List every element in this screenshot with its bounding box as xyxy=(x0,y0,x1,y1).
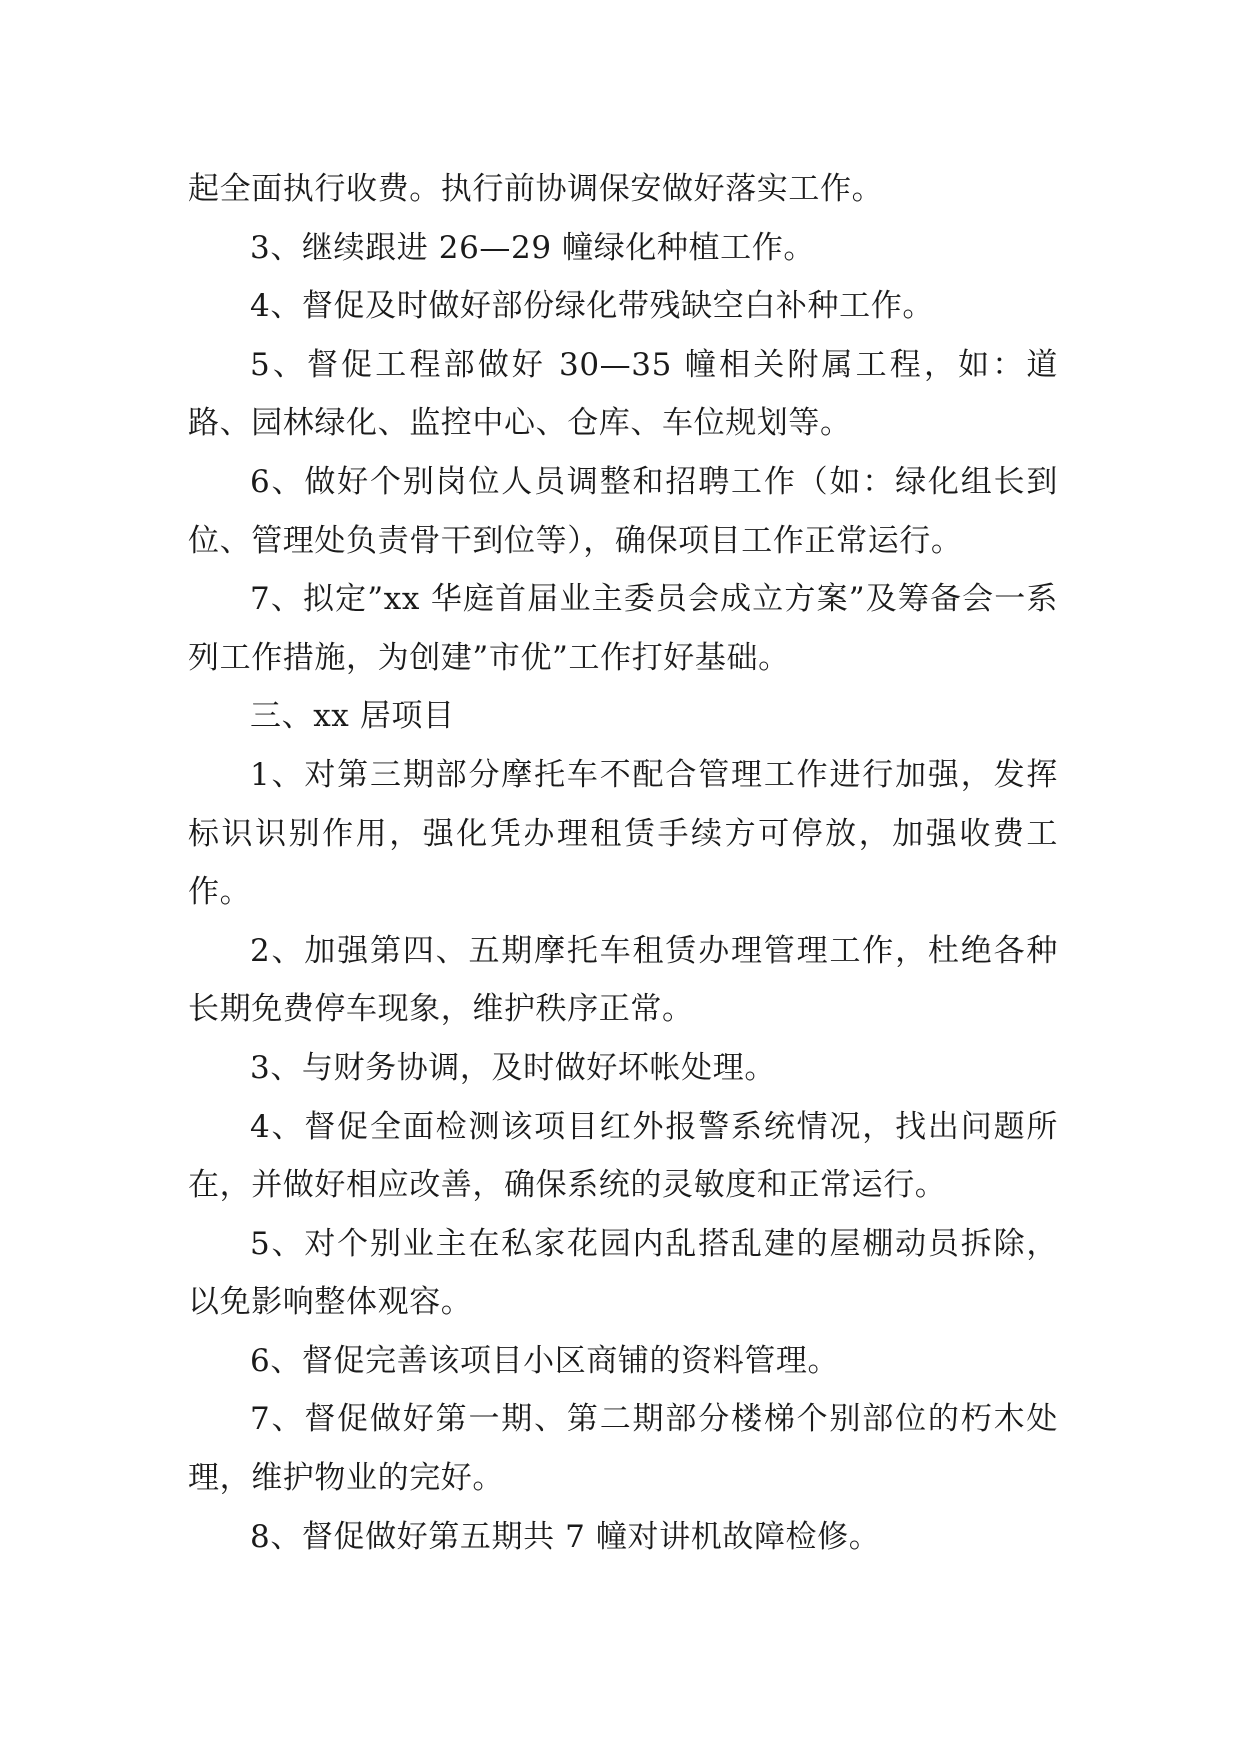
section3-item-5: 5、对个别业主在私家花园内乱搭乱建的屋棚动员拆除，以免影响整体观容。 xyxy=(188,1225,1058,1321)
list-item-4: 4、督促及时做好部份绿化带残缺空白补种工作。 xyxy=(250,288,934,325)
list-item-3: 3、继续跟进 26—29 幢绿化种植工作。 xyxy=(250,229,815,266)
section3-item-1: 1、对第三期部分摩托车不配合管理工作进行加强，发挥标识识别作用，强化凭办理租赁手续方可停放，加强收费工作。 xyxy=(188,756,1058,911)
document-body xyxy=(188,160,1058,1566)
section3-item-2: 2、加强第四、五期摩托车租赁办理管理工作，杜绝各种长期免费停车现象，维护秩序正常。 xyxy=(188,932,1058,1028)
section3-item-6: 6、督促完善该项目小区商铺的资料管理。 xyxy=(250,1342,840,1379)
section3-item-7: 7、督促做好第一期、第二期部分楼梯个别部位的朽木处理，维护物业的完好。 xyxy=(188,1401,1058,1497)
section3-item-3: 3、与财务协调，及时做好坏帐处理。 xyxy=(250,1049,776,1086)
paragraph-continuation: 起全面执行收费。执行前协调保安做好落实工作。 xyxy=(188,171,884,207)
section3-item-8: 8、督促做好第五期共 7 幢对讲机故障检修。 xyxy=(250,1518,881,1555)
list-item-7: 7、拟定”xx 华庭首届业主委员会成立方案”及筹备会一系列工作措施，为创建”市优”工作打好基础。 xyxy=(188,581,1058,676)
list-item-5: 5、督促工程部做好 30—35 幢相关附属工程，如：道路、园林绿化、监控中心、仓库、车位规划等。 xyxy=(188,346,1058,442)
section3-item-4: 4、督促全面检测该项目红外报警系统情况，找出问题所在，并做好相应改善，确保系统的灵敏度和正常运行。 xyxy=(188,1108,1058,1204)
section-heading-three: 三、xx 居项目 xyxy=(250,698,455,735)
list-item-6: 6、做好个别岗位人员调整和招聘工作（如：绿化组长到位、管理处负责骨干到位等），确保项目工作正常运行。 xyxy=(188,463,1058,559)
